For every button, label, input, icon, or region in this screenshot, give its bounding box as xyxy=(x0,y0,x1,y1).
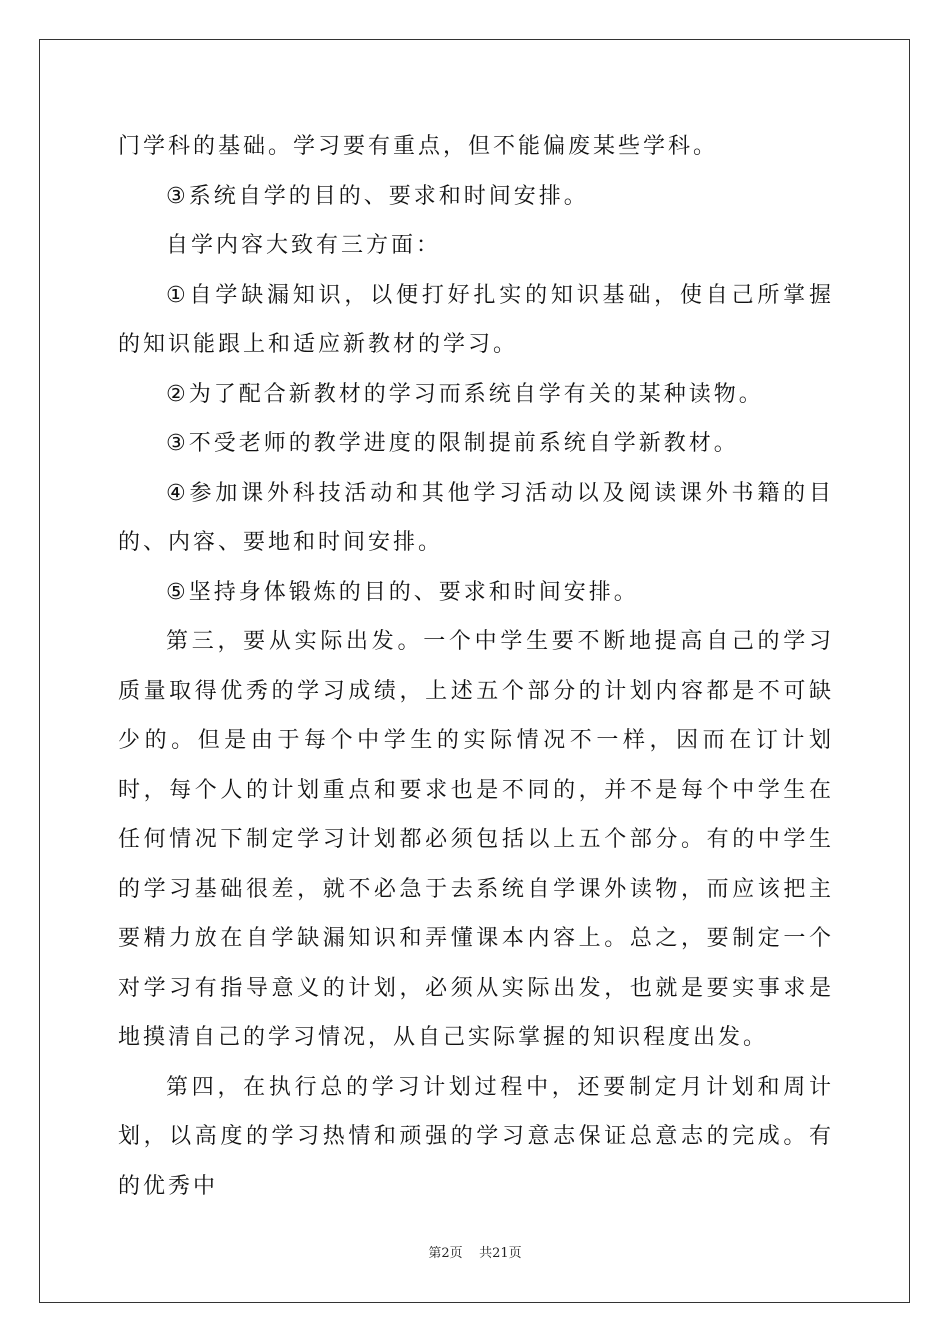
paragraph-4: ①自学缺漏知识，以便打好扎实的知识基础，使自己所掌握的知识能跟上和适应新教材的学习。 xyxy=(118,282,834,357)
paragraph-7: ④参加课外科技活动和其他学习活动以及阅读课外书籍的目的、内容、要地和时间安排。 xyxy=(118,480,834,555)
paragraph-6: ③不受老师的教学进度的限制提前系统自学新教材。 xyxy=(166,431,739,456)
paragraph-2: ③系统自学的目的、要求和时间安排。 xyxy=(166,183,589,209)
page-number: 第2页 xyxy=(428,1246,463,1261)
paragraph-8: ⑤坚持身体锻炼的目的、要求和时间安排。 xyxy=(166,579,639,605)
paragraph-1: 门学科的基础。学习要有重点，但不能偏废某些学科。 xyxy=(118,134,719,159)
document-body xyxy=(118,122,834,1211)
paragraph-3: 自学内容大致有三方面： xyxy=(166,233,442,258)
paragraph-10: 第四，在执行总的学习计划过程中，还要制定月计划和周计划，以高度的学习热情和顽强的学习意志保证总意志的完成。有的优秀中 xyxy=(118,1074,834,1199)
paragraph-9: 第三，要从实际出发。一个中学生要不断地提高自己的学习质量取得优秀的学习成绩，上述五个部分的计划内容都是不可缺少的。但是由于每个中学生的实际情况不一样，因而在订计划时，每个人的计划重点和要求也是不同的，并不是每个中学生在任何情况下制定学习计划都必须包括以上五个部分。有的中学生的学习基础很差，就不必急于去系统自学课外读物，而应该把主要精力放在自学缺漏知识和弄懂课本内容上。总之，要制定一个对学习有指导意义的计划，必须从实际出发，也就是要实事求是地摸清自己的学习情况，从自己实际掌握的知识程度出发。 xyxy=(118,629,834,1050)
page-total: 共21页 xyxy=(479,1246,522,1261)
paragraph-5: ②为了配合新教材的学习而系统自学有关的某种读物。 xyxy=(166,381,764,407)
page-footer xyxy=(0,1242,950,1261)
